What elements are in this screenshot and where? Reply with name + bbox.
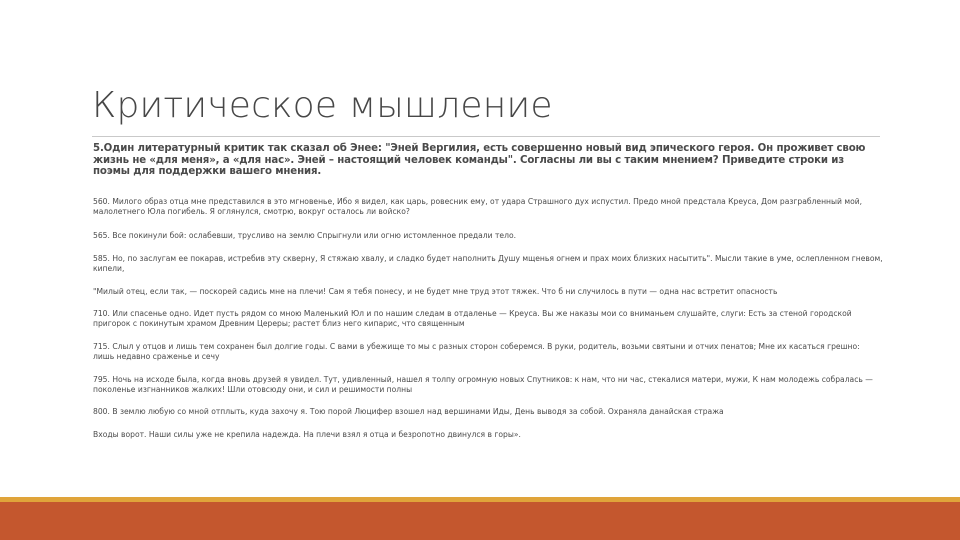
poem-excerpt-560: 560. Милого образ отца мне представился в это мгновенье, Ибо я видел, как царь, ровесник ему, от удара Страшного дух испустил. Предо мной предстала Креуса, Дом разграбленный мой, малолетнего Юла погибель. Я оглянулся, смотрю, вокруг осталось ли войско? [93, 197, 863, 216]
slide-content [93, 143, 883, 439]
poem-excerpt-gates: Входы ворот. Наши силы уже не крепила надежда. На плечи взял я отца и безропотно двинулся в горы». [93, 430, 521, 439]
footer-accent-bar [0, 502, 960, 540]
poem-excerpt-585: 585. Но, по заслугам ее покарав, истребив эту скверну, Я стяжаю хвалу, и сладко будет наполнить Душу мщенья огнем и прах моих близких насытить". Мысли такие в уме, ослепленном гневом, кипели, [93, 254, 883, 273]
poem-excerpt-795: 795. Ночь на исходе была, когда вновь друзей я увидел. Тут, удивленный, нашел я толпу огромную новых Спутников: к нам, что ни час, стекалися матери, мужи, К нам молодежь собралась — поколенье изгнанников жалких! Шли отовсюду они, и сил и решимости полны [93, 375, 873, 394]
question-text: 5.Один литературный критик так сказал об Энее: "Эней Вергилия, есть совершенно новый вид эпического героя. Он проживет свою жизнь не «для меня», а «для нас». Эней – настоящий человек команды". Согласны ли вы с таким мнением? Приведите строки из поэмы для поддержки вашего мнения. [93, 143, 866, 177]
poem-excerpt-565: 565. Все покинули бой: ослабевши, трусливо на землю Спрыгнули или огню истомленное предали тело. [93, 231, 517, 240]
poem-excerpt-800: 800. В землю любую со мной отплыть, куда захочу я. Тою порой Люцифер взошел над вершинами Иды, День выводя за собой. Охраняла данайская стража [93, 407, 724, 416]
title-divider [92, 136, 880, 137]
poem-excerpt-710: 710. Или спасенье одно. Идет пусть рядом со мною Маленький Юл и по нашим следам в отдаленье — Креуса. Вы же наказы мои со вниманьем слушайте, слуги: Есть за стеной городской пригорок с покинутым храмом Древним Цереры; растет близ него кипарис, что священным [93, 309, 852, 328]
slide-title: Критическое мышление [92, 85, 553, 126]
poem-excerpt-715: 715. Слыл у отцов и лишь тем сохранен был долгие годы. С вами в убежище то мы с разных сторон соберемся. В руки, родитель, возьми святыни и отчих пенатов; Мне их касаться грешно: лишь недавно сраженье и сечу [93, 342, 860, 361]
poem-excerpt-father: "Милый отец, если так, — поскорей садись мне на плечи! Сам я тебя понесу, и не будет мне труд этот тяжек. Что б ни случилось в пути — одна нас встретит опасность [93, 287, 778, 296]
